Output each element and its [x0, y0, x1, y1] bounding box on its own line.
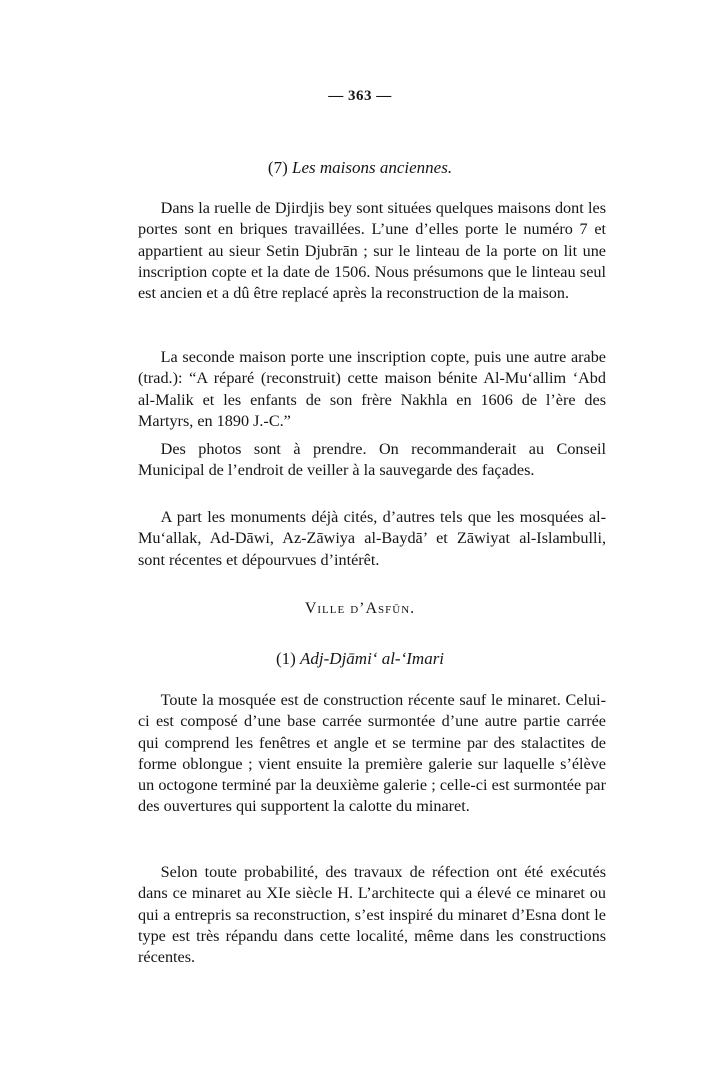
section-number: (1) — [275, 649, 296, 668]
section-number: (7) — [267, 158, 288, 177]
page-number: — 363 — — [328, 88, 392, 104]
paragraph-monuments: A part les monuments déjà cités, d’autres tels que les mosquées al-Mu‘allak, Ad-Dāwi, Az-Zāwiya al-Baydā’ et Zāwiyat al-Islambulli, sont récentes et dépourvues d’intérêt. — [138, 508, 606, 569]
paragraph-ruelle: Dans la ruelle de Djirdjis bey sont situées quelques maisons dont les portes sont en briques travaillées. L’une d’elles porte le numéro 7 et appartient au sieur Setin Djubrān ; sur le linteau de la porte on lit une inscription copte et la date de 1506. Nous présumons que le linteau seul est ancien et a dû être replacé après la reconstruction de la maison. — [138, 199, 606, 303]
section-heading-djami — [0, 649, 720, 669]
city-heading: Ville d’Asfūn. — [304, 600, 416, 617]
section-title: Adj-Djāmi‘ al-‘Imari — [300, 649, 445, 668]
paragraph-mosquee: Toute la mosquée est de construction récente sauf le minaret. Celui-ci est composé d’une base carrée surmontée d’une autre partie carrée qui comprend les fenêtres et angle et se termine par des stalactites de forme oblongue ; vient ensuite la première galerie sur laquelle s’élève un octogone terminé par la deuxième galerie ; celle-ci est surmontée par des ouvertures qui supportent la calotte du minaret. — [138, 691, 606, 816]
paragraph-photos: Des photos sont à prendre. On recommanderait au Conseil Municipal de l’endroit de veiller à la sauvegarde des façades. — [138, 440, 606, 480]
section-heading-maisons — [0, 158, 720, 178]
paragraph-seconde-maison: La seconde maison porte une inscription copte, puis une autre arabe (trad.): “A réparé (reconstruit) cette maison bénite Al-Mu‘allim ‘Abd al-Malik et les enfants de son frère Nakhla en 1606 de l’ère des Martyrs, en 1890 J.-C.” — [138, 348, 606, 430]
paragraph-probabilite: Selon toute probabilité, des travaux de réfection ont été exécutés dans ce minaret au XIe siècle H. L’architecte qui a élevé ce minaret ou qui a entrepris sa reconstruction, s’est inspiré du minaret d’Esna dont le type est très répandu dans cette localité, même dans les constructions récentes. — [138, 863, 606, 967]
section-title: Les maisons anciennes. — [292, 158, 453, 177]
